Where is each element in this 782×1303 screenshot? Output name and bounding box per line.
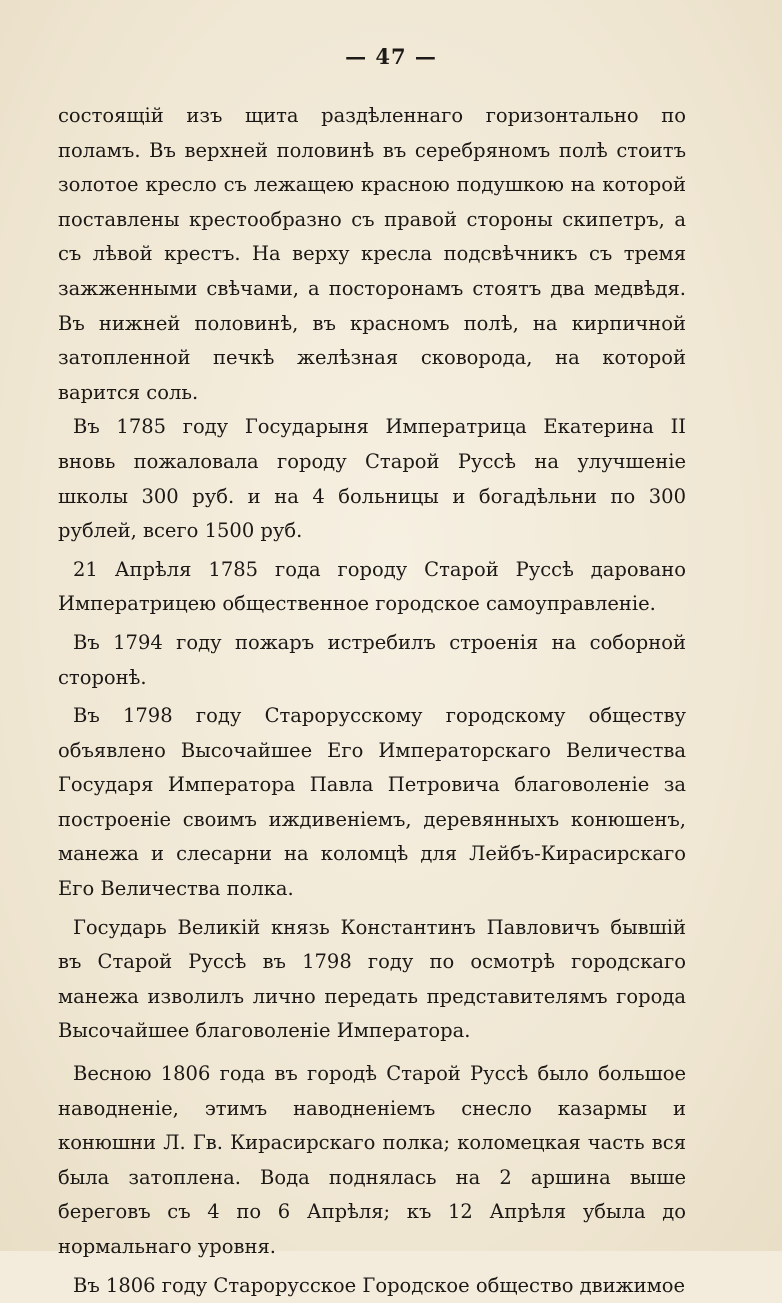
paragraph-1798-gratitude: Въ 1798 году Старорусскому городскому обществу объявлено Высочайшее Его Императорскаго Величества Государя Императора Павла Петровича благоволеніе за построеніе своимъ иждивеніемъ, деревянныхъ конюшенъ, манежа и слесарни на коломцѣ для Лейбъ-Кирасирскаго Его Величества полка.: [58, 704, 686, 901]
paragraph-1806-society: Въ 1806 году Старорусское Городское общество движимое: [73, 1273, 686, 1297]
page-text: [58, 99, 686, 1303]
paragraph-1785-self-government: 21 Апрѣля 1785 года городу Старой Руссѣ даровано Императрицею общественное городское самоуправленіе.: [58, 557, 686, 616]
paragraph-1806-flood: Весною 1806 года въ городѣ Старой Руссѣ было большое наводненіе, этимъ наводненіемъ снесло казармы и конюшни Л. Гв. Кирасирскаго полка; коломецкая часть вся была затоплена. Вода поднялась на 2 аршина выше береговъ съ 4 по 6 Апрѣля; къ 12 Апрѣля убыла до нормальнаго уровня.: [58, 1062, 686, 1258]
paragraph-1785-grant: Въ 1785 году Государыня Императрица Екатерина II вновь пожаловала городу Старой Руссѣ на улучшеніе школы 300 руб. и на 4 больницы и богадѣльни по 300 рублей, всего 1500 руб.: [58, 415, 686, 543]
page-number: — 47 —: [345, 44, 437, 69]
paragraph-1794-fire: Въ 1794 году пожаръ истребилъ строенія на соборной сторонѣ.: [58, 630, 686, 689]
paragraph-coat-of-arms: состоящій изъ щита раздѣленнаго горизонтально по поламъ. Въ верхней половинѣ въ серебряномъ полѣ стоитъ золотое кресло съ лежащею красною подушкою на которой поставлены крестообразно съ правой стороны скипетръ, а съ лѣвой крестъ. На верху кресла подсвѣчникъ съ тремя зажженными свѣчами, а посторонамъ стоятъ два медвѣдя. Въ нижней половинѣ, въ красномъ полѣ, на кирпичной затопленной печкѣ желѣзная сковорода, на которой варится соль.: [58, 104, 686, 404]
paragraph-grand-duke-visit: Государь Великій князь Константинъ Павловичъ бывшій въ Старой Руссѣ въ 1798 году по осмотрѣ городскаго манежа изволилъ лично передать представителямъ города Высочайшее благоволеніе Императора.: [58, 915, 686, 1043]
